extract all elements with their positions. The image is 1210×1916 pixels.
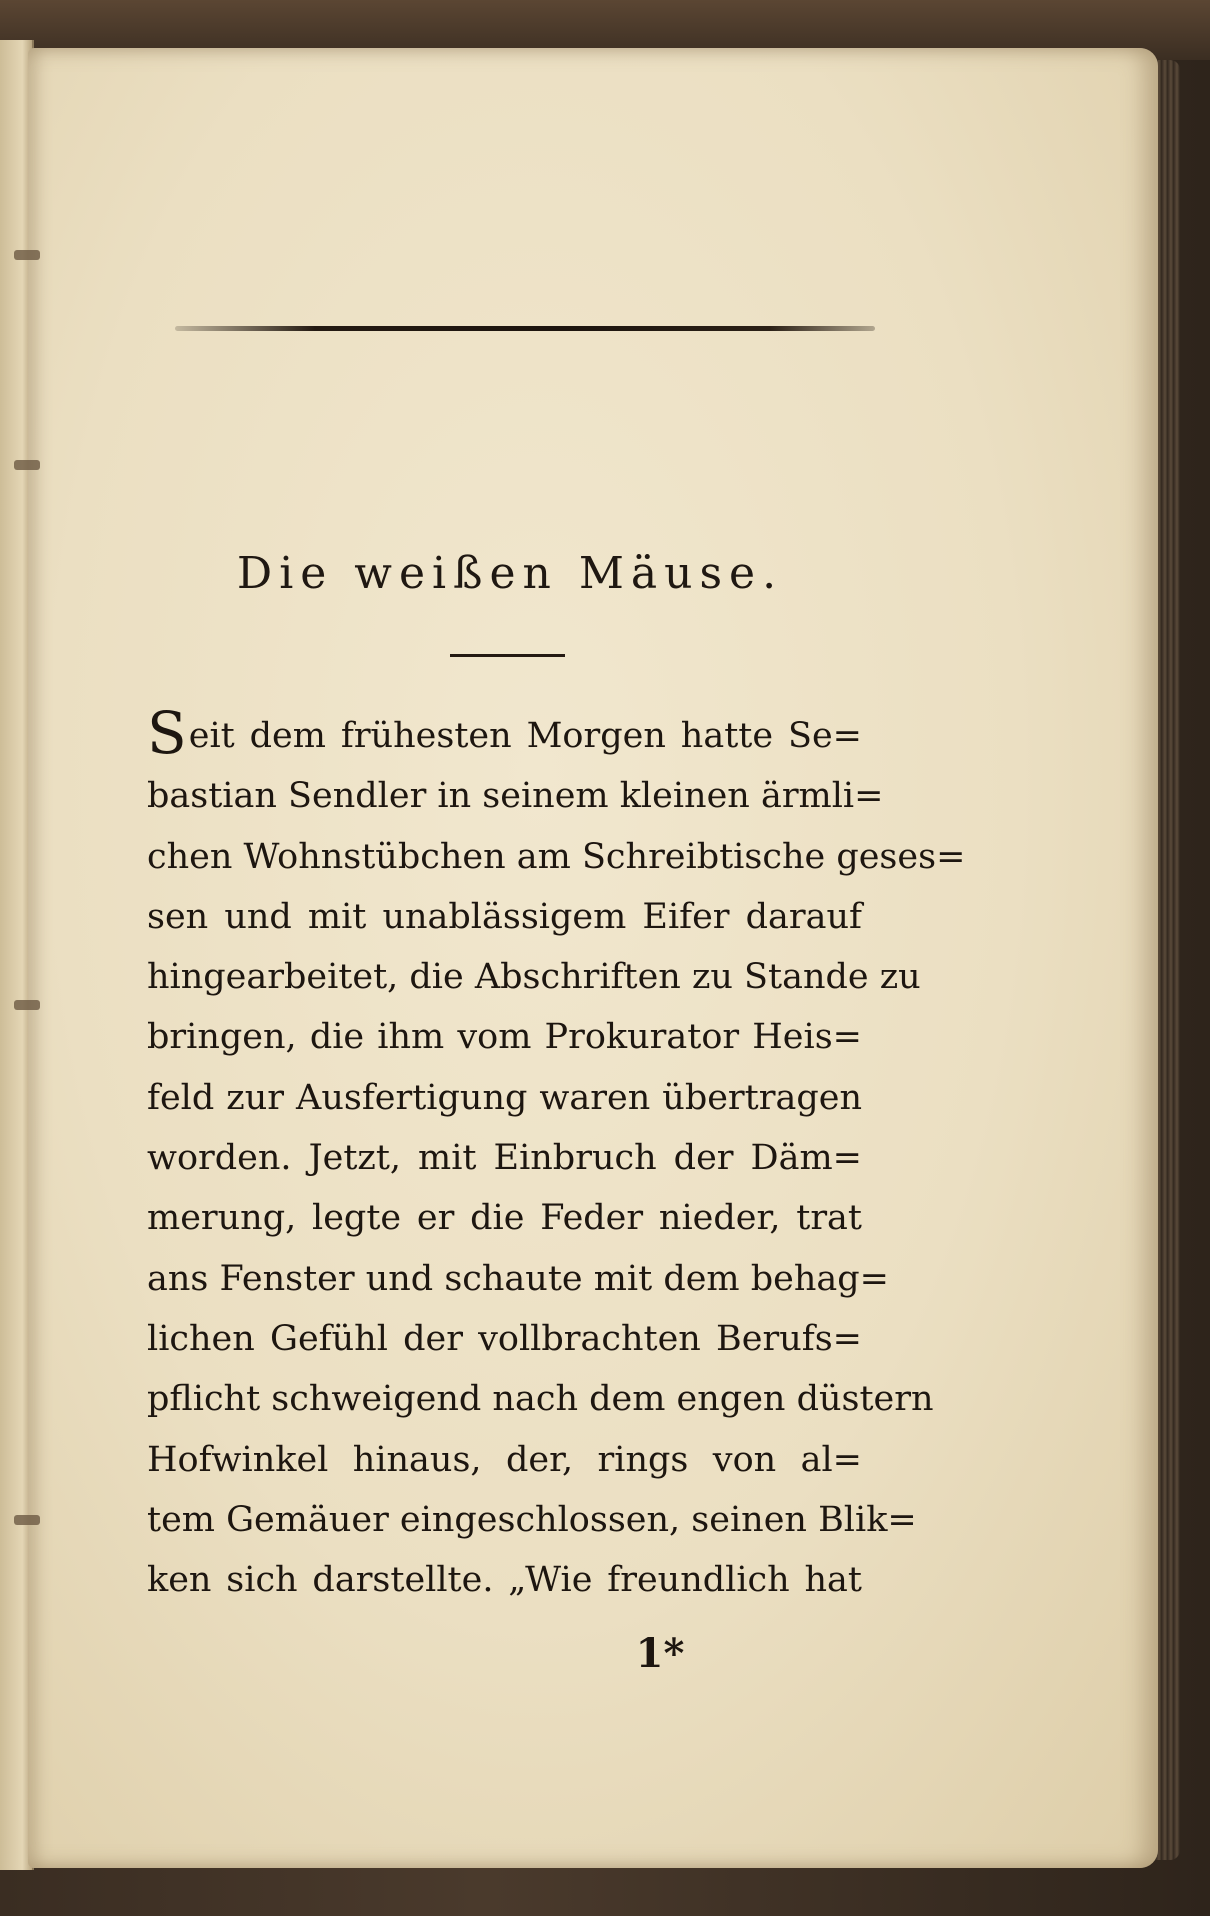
text-line: bringen, die ihm vom Prokurator Heis=	[147, 1017, 862, 1058]
text-line: merung, legte er die Feder nieder, trat	[147, 1198, 862, 1239]
header-rule	[175, 326, 875, 331]
text-line: feld zur Ausfertigung waren übertragen	[147, 1077, 862, 1118]
text-line: ans Fenster und schaute mit dem behag=	[147, 1258, 890, 1299]
drop-cap: S	[147, 699, 187, 767]
text-line: worden. Jetzt, mit Einbruch der Däm=	[147, 1138, 862, 1179]
text-line: hingearbeitet, die Abschriften zu Stande zu	[147, 957, 921, 998]
text-line: chen Wohnstübchen am Schreibtische geses=	[147, 836, 966, 877]
text-line: Hofwinkel hinaus, der, rings von al=	[147, 1439, 862, 1480]
text-line: lichen Gefühl der vollbrachten Berufs=	[147, 1318, 862, 1359]
binding-stub	[14, 250, 40, 260]
binding-stub	[14, 460, 40, 470]
text-line: tem Gemäuer eingeschlossen, seinen Blik=	[147, 1499, 917, 1540]
binding-stub	[14, 1515, 40, 1525]
title-rule	[450, 654, 565, 657]
text-line: ken sich darstellte. „Wie freundlich hat	[147, 1560, 862, 1601]
text-line: pflicht schweigend nach dem engen düstern	[147, 1379, 934, 1420]
signature-mark: 1*	[635, 1630, 685, 1677]
binding-stub	[14, 1000, 40, 1010]
chapter-title: Die weißen Mäuse.	[236, 548, 784, 599]
body-text	[147, 699, 966, 1610]
text-line: sen und mit unablässigem Eifer darauf	[147, 896, 862, 937]
text-line: Seit dem frühesten Morgen hatte Se=	[147, 699, 862, 767]
text-line: bastian Sendler in seinem kleinen ärmli=	[147, 776, 884, 817]
